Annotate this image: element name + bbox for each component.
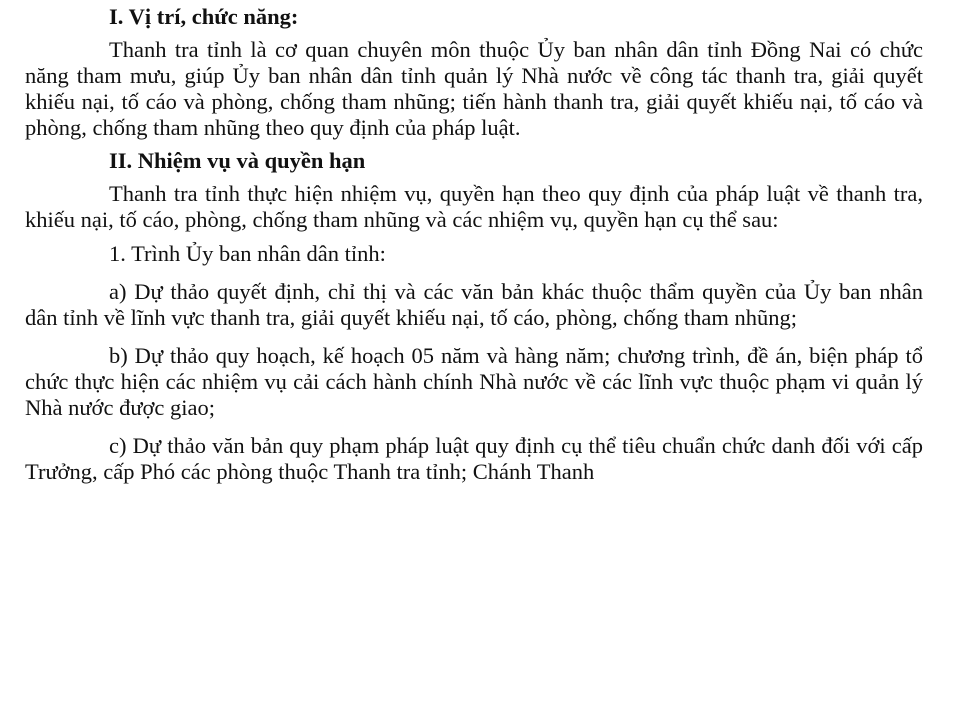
list-item-1b: b) Dự thảo quy hoạch, kế hoạch 05 năm và hàng năm; chương trình, đề án, biện pháp tổ chức thực hiện các nhiệm vụ cải cách hành chính Nhà nước về các lĩnh vực thuộc phạm vi quản lý Nhà nước được giao; bbox=[25, 343, 923, 420]
section-heading-duties-powers: II. Nhiệm vụ và quyền hạn bbox=[109, 148, 366, 173]
list-item-1c: c) Dự thảo văn bản quy phạm pháp luật quy định cụ thể tiêu chuẩn chức danh đối với cấp Trưởng, cấp Phó các phòng thuộc Thanh tra tỉnh; Chánh Thanh bbox=[25, 433, 923, 484]
list-item-1: 1. Trình Ủy ban nhân dân tỉnh: bbox=[109, 241, 386, 266]
section-heading-position-function: I. Vị trí, chức năng: bbox=[109, 4, 299, 29]
paragraph-duties-intro: Thanh tra tỉnh thực hiện nhiệm vụ, quyền hạn theo quy định của pháp luật về thanh tra, khiếu nại, tố cáo, phòng, chống tham nhũng và các nhiệm vụ, quyền hạn cụ thể sau: bbox=[25, 181, 923, 232]
paragraph-position-function: Thanh tra tỉnh là cơ quan chuyên môn thuộc Ủy ban nhân dân tỉnh Đồng Nai có chức năng tham mưu, giúp Ủy ban nhân dân tỉnh quản lý Nhà nước về công tác thanh tra, giải quyết khiếu nại, tố cáo và phòng, chống tham nhũng; tiến hành thanh tra, giải quyết khiếu nại, tố cáo và phòng, chống tham nhũng theo quy định của pháp luật. bbox=[25, 37, 923, 140]
list-item-1a: a) Dự thảo quyết định, chỉ thị và các văn bản khác thuộc thẩm quyền của Ủy ban nhân dân tỉnh về lĩnh vực thanh tra, giải quyết khiếu nại, tố cáo, phòng, chống tham nhũng; bbox=[25, 279, 923, 330]
